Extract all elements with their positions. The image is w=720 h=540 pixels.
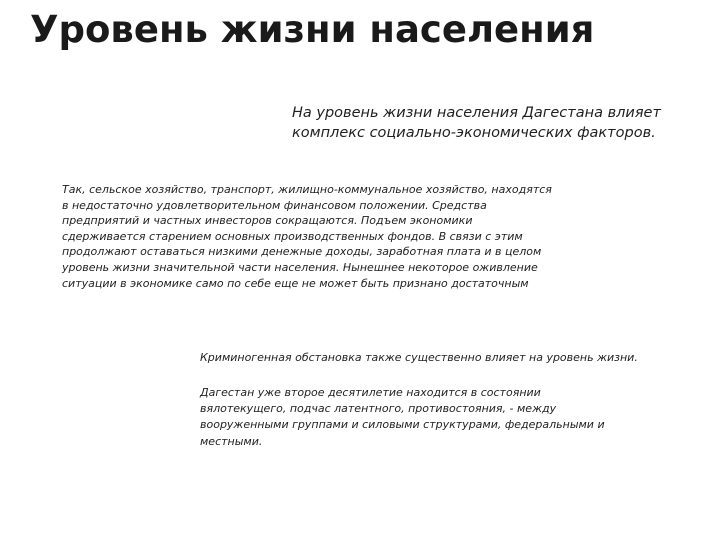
lead-paragraph: На уровень жизни населения Дагестана влияет комплекс социально-экономических факторов.: [292, 105, 661, 141]
slide-title: Уровень жизни населения: [30, 8, 595, 51]
conflict-note-paragraph: Дагестан уже второе десятилетие находится в состоянии вялотекущего, подчас латентного, противостояния, - между вооруженными группами и силовыми структурами, федеральными и местными.: [200, 386, 605, 448]
crime-note-paragraph: Криминогенная обстановка также существенно влияет на уровень жизни.: [200, 351, 638, 364]
body-paragraph: Так, сельское хозяйство, транспорт, жилищно-коммунальное хозяйство, находятся в недостаточно удовлетворительном финансовом положении. Средства предприятий и частных инвесторов сокращаются. Подъем экономики сдерживается старением основных производственных фондов. В связи с этим продолжают оставаться низкими денежные доходы, заработная плата и в целом уровень жизни значительной части населения. Нынешнее некоторое оживление ситуации в экономике само по себе еще не может быть признано достаточным: [62, 183, 552, 290]
